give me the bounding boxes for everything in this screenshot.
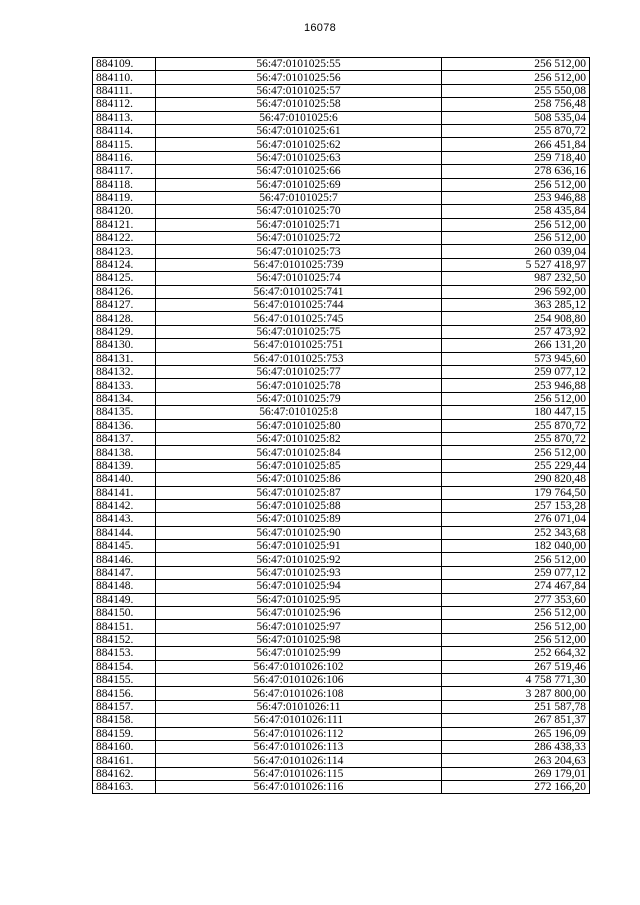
table-row <box>93 205 590 218</box>
row-number-cell: 884141. <box>93 486 156 499</box>
row-number-cell: 884157. <box>93 700 156 713</box>
cadastral-number-cell: 56:47:0101025:751 <box>156 339 442 352</box>
cadastral-value-table <box>92 57 590 794</box>
cadastral-number-cell: 56:47:0101025:94 <box>156 580 442 593</box>
cadastral-number-cell: 56:47:0101025:62 <box>156 138 442 151</box>
cadastral-number-cell: 56:47:0101026:111 <box>156 714 442 727</box>
table-row <box>93 513 590 526</box>
cadastral-number-cell: 56:47:0101025:97 <box>156 620 442 633</box>
table-row <box>93 553 590 566</box>
table-row <box>93 473 590 486</box>
cadastral-number-cell: 56:47:0101025:88 <box>156 499 442 512</box>
cadastral-value-cell: 179 764,50 <box>442 486 590 499</box>
cadastral-number-cell: 56:47:0101025:90 <box>156 526 442 539</box>
cadastral-value-cell: 256 512,00 <box>442 71 590 84</box>
row-number-cell: 884143. <box>93 513 156 526</box>
cadastral-number-cell: 56:47:0101025:80 <box>156 419 442 432</box>
table-row <box>93 272 590 285</box>
table-row <box>93 607 590 620</box>
table-row <box>93 432 590 445</box>
row-number-cell: 884111. <box>93 84 156 97</box>
cadastral-value-cell: 253 946,88 <box>442 379 590 392</box>
table-row <box>93 499 590 512</box>
row-number-cell: 884110. <box>93 71 156 84</box>
cadastral-value-cell: 508 535,04 <box>442 111 590 124</box>
table-row <box>93 580 590 593</box>
row-number-cell: 884114. <box>93 124 156 137</box>
cadastral-value-cell: 255 870,72 <box>442 432 590 445</box>
table-row <box>93 687 590 700</box>
row-number-cell: 884130. <box>93 339 156 352</box>
table-row <box>93 446 590 459</box>
cadastral-value-cell: 266 131,20 <box>442 339 590 352</box>
table-row <box>93 660 590 673</box>
cadastral-number-cell: 56:47:0101025:70 <box>156 205 442 218</box>
cadastral-value-cell: 256 512,00 <box>442 58 590 71</box>
row-number-cell: 884151. <box>93 620 156 633</box>
cadastral-value-cell: 269 179,01 <box>442 767 590 780</box>
row-number-cell: 884121. <box>93 218 156 231</box>
table-row <box>93 754 590 767</box>
table-row <box>93 325 590 338</box>
table-row <box>93 540 590 553</box>
cadastral-value-cell: 256 512,00 <box>442 633 590 646</box>
table-row <box>93 352 590 365</box>
cadastral-value-cell: 256 512,00 <box>442 446 590 459</box>
row-number-cell: 884136. <box>93 419 156 432</box>
cadastral-number-cell: 56:47:0101026:102 <box>156 660 442 673</box>
row-number-cell: 884155. <box>93 673 156 686</box>
row-number-cell: 884150. <box>93 607 156 620</box>
cadastral-value-cell: 258 435,84 <box>442 205 590 218</box>
cadastral-number-cell: 56:47:0101025:87 <box>156 486 442 499</box>
row-number-cell: 884163. <box>93 781 156 794</box>
table-row <box>93 647 590 660</box>
row-number-cell: 884127. <box>93 299 156 312</box>
cadastral-value-cell: 256 512,00 <box>442 553 590 566</box>
row-number-cell: 884160. <box>93 740 156 753</box>
cadastral-number-cell: 56:47:0101025:75 <box>156 325 442 338</box>
row-number-cell: 884133. <box>93 379 156 392</box>
cadastral-value-cell: 5 527 418,97 <box>442 258 590 271</box>
table-row <box>93 312 590 325</box>
cadastral-number-cell: 56:47:0101025:89 <box>156 513 442 526</box>
cadastral-value-cell: 263 204,63 <box>442 754 590 767</box>
row-number-cell: 884123. <box>93 245 156 258</box>
table-row <box>93 365 590 378</box>
table-row <box>93 245 590 258</box>
cadastral-number-cell: 56:47:0101025:71 <box>156 218 442 231</box>
cadastral-value-cell: 266 451,84 <box>442 138 590 151</box>
cadastral-number-cell: 56:47:0101025:6 <box>156 111 442 124</box>
cadastral-number-cell: 56:47:0101025:744 <box>156 299 442 312</box>
cadastral-value-cell: 256 512,00 <box>442 620 590 633</box>
row-number-cell: 884139. <box>93 459 156 472</box>
cadastral-number-cell: 56:47:0101026:11 <box>156 700 442 713</box>
cadastral-value-cell: 256 512,00 <box>442 232 590 245</box>
cadastral-number-cell: 56:47:0101025:95 <box>156 593 442 606</box>
cadastral-number-cell: 56:47:0101025:98 <box>156 633 442 646</box>
cadastral-value-cell: 255 229,44 <box>442 459 590 472</box>
cadastral-number-cell: 56:47:0101025:99 <box>156 647 442 660</box>
cadastral-number-cell: 56:47:0101026:112 <box>156 727 442 740</box>
table-row <box>93 165 590 178</box>
cadastral-number-cell: 56:47:0101025:741 <box>156 285 442 298</box>
cadastral-number-cell: 56:47:0101025:77 <box>156 365 442 378</box>
cadastral-number-cell: 56:47:0101026:108 <box>156 687 442 700</box>
cadastral-value-cell: 267 851,37 <box>442 714 590 727</box>
row-number-cell: 884132. <box>93 365 156 378</box>
row-number-cell: 884125. <box>93 272 156 285</box>
table-row <box>93 138 590 151</box>
cadastral-value-cell: 254 908,80 <box>442 312 590 325</box>
row-number-cell: 884140. <box>93 473 156 486</box>
row-number-cell: 884131. <box>93 352 156 365</box>
row-number-cell: 884159. <box>93 727 156 740</box>
cadastral-value-cell: 259 077,12 <box>442 365 590 378</box>
table-row <box>93 740 590 753</box>
cadastral-value-cell: 265 196,09 <box>442 727 590 740</box>
table-row <box>93 232 590 245</box>
table-row <box>93 151 590 164</box>
row-number-cell: 884147. <box>93 566 156 579</box>
row-number-cell: 884146. <box>93 553 156 566</box>
row-number-cell: 884161. <box>93 754 156 767</box>
row-number-cell: 884126. <box>93 285 156 298</box>
table-row <box>93 633 590 646</box>
table-row <box>93 111 590 124</box>
cadastral-number-cell: 56:47:0101025:82 <box>156 432 442 445</box>
cadastral-number-cell: 56:47:0101025:58 <box>156 98 442 111</box>
row-number-cell: 884112. <box>93 98 156 111</box>
cadastral-number-cell: 56:47:0101025:73 <box>156 245 442 258</box>
table-row <box>93 406 590 419</box>
table-row <box>93 339 590 352</box>
cadastral-value-cell: 252 664,32 <box>442 647 590 660</box>
cadastral-value-cell: 276 071,04 <box>442 513 590 526</box>
table-row <box>93 285 590 298</box>
cadastral-value-cell: 286 438,33 <box>442 740 590 753</box>
table-row <box>93 727 590 740</box>
row-number-cell: 884149. <box>93 593 156 606</box>
table-row <box>93 58 590 71</box>
cadastral-value-cell: 256 512,00 <box>442 178 590 191</box>
table-row <box>93 526 590 539</box>
table-row <box>93 392 590 405</box>
table-row <box>93 620 590 633</box>
row-number-cell: 884120. <box>93 205 156 218</box>
row-number-cell: 884153. <box>93 647 156 660</box>
table-row <box>93 486 590 499</box>
cadastral-number-cell: 56:47:0101025:72 <box>156 232 442 245</box>
cadastral-number-cell: 56:47:0101025:91 <box>156 540 442 553</box>
cadastral-number-cell: 56:47:0101025:93 <box>156 566 442 579</box>
table-row <box>93 84 590 97</box>
row-number-cell: 884137. <box>93 432 156 445</box>
cadastral-value-cell: 363 285,12 <box>442 299 590 312</box>
cadastral-value-cell: 251 587,78 <box>442 700 590 713</box>
cadastral-number-cell: 56:47:0101026:106 <box>156 673 442 686</box>
cadastral-number-cell: 56:47:0101026:115 <box>156 767 442 780</box>
row-number-cell: 884118. <box>93 178 156 191</box>
table-row <box>93 71 590 84</box>
cadastral-number-cell: 56:47:0101025:55 <box>156 58 442 71</box>
table-row <box>93 566 590 579</box>
row-number-cell: 884162. <box>93 767 156 780</box>
table-row <box>93 258 590 271</box>
row-number-cell: 884158. <box>93 714 156 727</box>
row-number-cell: 884145. <box>93 540 156 553</box>
cadastral-value-cell: 255 550,08 <box>442 84 590 97</box>
table-row <box>93 714 590 727</box>
row-number-cell: 884135. <box>93 406 156 419</box>
table-row <box>93 593 590 606</box>
cadastral-value-cell: 256 512,00 <box>442 392 590 405</box>
table-row <box>93 419 590 432</box>
cadastral-number-cell: 56:47:0101025:78 <box>156 379 442 392</box>
cadastral-value-cell: 182 040,00 <box>442 540 590 553</box>
row-number-cell: 884113. <box>93 111 156 124</box>
table-row <box>93 178 590 191</box>
cadastral-number-cell: 56:47:0101025:57 <box>156 84 442 97</box>
table-row <box>93 299 590 312</box>
cadastral-number-cell: 56:47:0101026:116 <box>156 781 442 794</box>
row-number-cell: 884144. <box>93 526 156 539</box>
cadastral-number-cell: 56:47:0101025:61 <box>156 124 442 137</box>
cadastral-number-cell: 56:47:0101025:753 <box>156 352 442 365</box>
row-number-cell: 884134. <box>93 392 156 405</box>
row-number-cell: 884142. <box>93 499 156 512</box>
cadastral-number-cell: 56:47:0101025:74 <box>156 272 442 285</box>
row-number-cell: 884115. <box>93 138 156 151</box>
cadastral-number-cell: 56:47:0101026:114 <box>156 754 442 767</box>
row-number-cell: 884122. <box>93 232 156 245</box>
cadastral-number-cell: 56:47:0101025:85 <box>156 459 442 472</box>
row-number-cell: 884138. <box>93 446 156 459</box>
row-number-cell: 884154. <box>93 660 156 673</box>
cadastral-number-cell: 56:47:0101025:66 <box>156 165 442 178</box>
cadastral-value-cell: 274 467,84 <box>442 580 590 593</box>
row-number-cell: 884128. <box>93 312 156 325</box>
cadastral-number-cell: 56:47:0101025:69 <box>156 178 442 191</box>
cadastral-value-cell: 278 636,16 <box>442 165 590 178</box>
table-row <box>93 191 590 204</box>
cadastral-value-cell: 272 166,20 <box>442 781 590 794</box>
table-row <box>93 98 590 111</box>
row-number-cell: 884116. <box>93 151 156 164</box>
cadastral-value-cell: 4 758 771,30 <box>442 673 590 686</box>
cadastral-value-cell: 258 756,48 <box>442 98 590 111</box>
cadastral-number-cell: 56:47:0101025:84 <box>156 446 442 459</box>
cadastral-value-cell: 3 287 800,00 <box>442 687 590 700</box>
cadastral-number-cell: 56:47:0101025:739 <box>156 258 442 271</box>
row-number-cell: 884156. <box>93 687 156 700</box>
cadastral-number-cell: 56:47:0101025:745 <box>156 312 442 325</box>
row-number-cell: 884152. <box>93 633 156 646</box>
cadastral-value-cell: 256 512,00 <box>442 607 590 620</box>
cadastral-value-cell: 255 870,72 <box>442 419 590 432</box>
cadastral-value-cell: 290 820,48 <box>442 473 590 486</box>
cadastral-number-cell: 56:47:0101025:86 <box>156 473 442 486</box>
cadastral-number-cell: 56:47:0101025:63 <box>156 151 442 164</box>
cadastral-value-cell: 257 473,92 <box>442 325 590 338</box>
cadastral-number-cell: 56:47:0101025:79 <box>156 392 442 405</box>
table-row <box>93 459 590 472</box>
cadastral-value-cell: 256 512,00 <box>442 218 590 231</box>
cadastral-value-cell: 267 519,46 <box>442 660 590 673</box>
row-number-cell: 884119. <box>93 191 156 204</box>
cadastral-number-cell: 56:47:0101025:56 <box>156 71 442 84</box>
row-number-cell: 884117. <box>93 165 156 178</box>
row-number-cell: 884109. <box>93 58 156 71</box>
page-number: 16078 <box>303 22 337 34</box>
cadastral-number-cell: 56:47:0101025:92 <box>156 553 442 566</box>
row-number-cell: 884129. <box>93 325 156 338</box>
cadastral-value-cell: 257 153,28 <box>442 499 590 512</box>
cadastral-value-cell: 277 353,60 <box>442 593 590 606</box>
table-row <box>93 700 590 713</box>
table-row <box>93 218 590 231</box>
cadastral-number-cell: 56:47:0101026:113 <box>156 740 442 753</box>
row-number-cell: 884124. <box>93 258 156 271</box>
cadastral-number-cell: 56:47:0101025:8 <box>156 406 442 419</box>
cadastral-value-cell: 259 718,40 <box>442 151 590 164</box>
row-number-cell: 884148. <box>93 580 156 593</box>
table-row <box>93 767 590 780</box>
cadastral-value-cell: 253 946,88 <box>442 191 590 204</box>
cadastral-value-cell: 180 447,15 <box>442 406 590 419</box>
cadastral-value-cell: 987 232,50 <box>442 272 590 285</box>
cadastral-value-cell: 252 343,68 <box>442 526 590 539</box>
cadastral-value-cell: 259 077,12 <box>442 566 590 579</box>
table-row <box>93 781 590 794</box>
table-row <box>93 673 590 686</box>
cadastral-value-cell: 260 039,04 <box>442 245 590 258</box>
cadastral-number-cell: 56:47:0101025:96 <box>156 607 442 620</box>
table-row <box>93 379 590 392</box>
cadastral-value-cell: 296 592,00 <box>442 285 590 298</box>
cadastral-value-cell: 255 870,72 <box>442 124 590 137</box>
cadastral-number-cell: 56:47:0101025:7 <box>156 191 442 204</box>
cadastral-value-cell: 573 945,60 <box>442 352 590 365</box>
table-body <box>93 58 590 794</box>
table-row <box>93 124 590 137</box>
